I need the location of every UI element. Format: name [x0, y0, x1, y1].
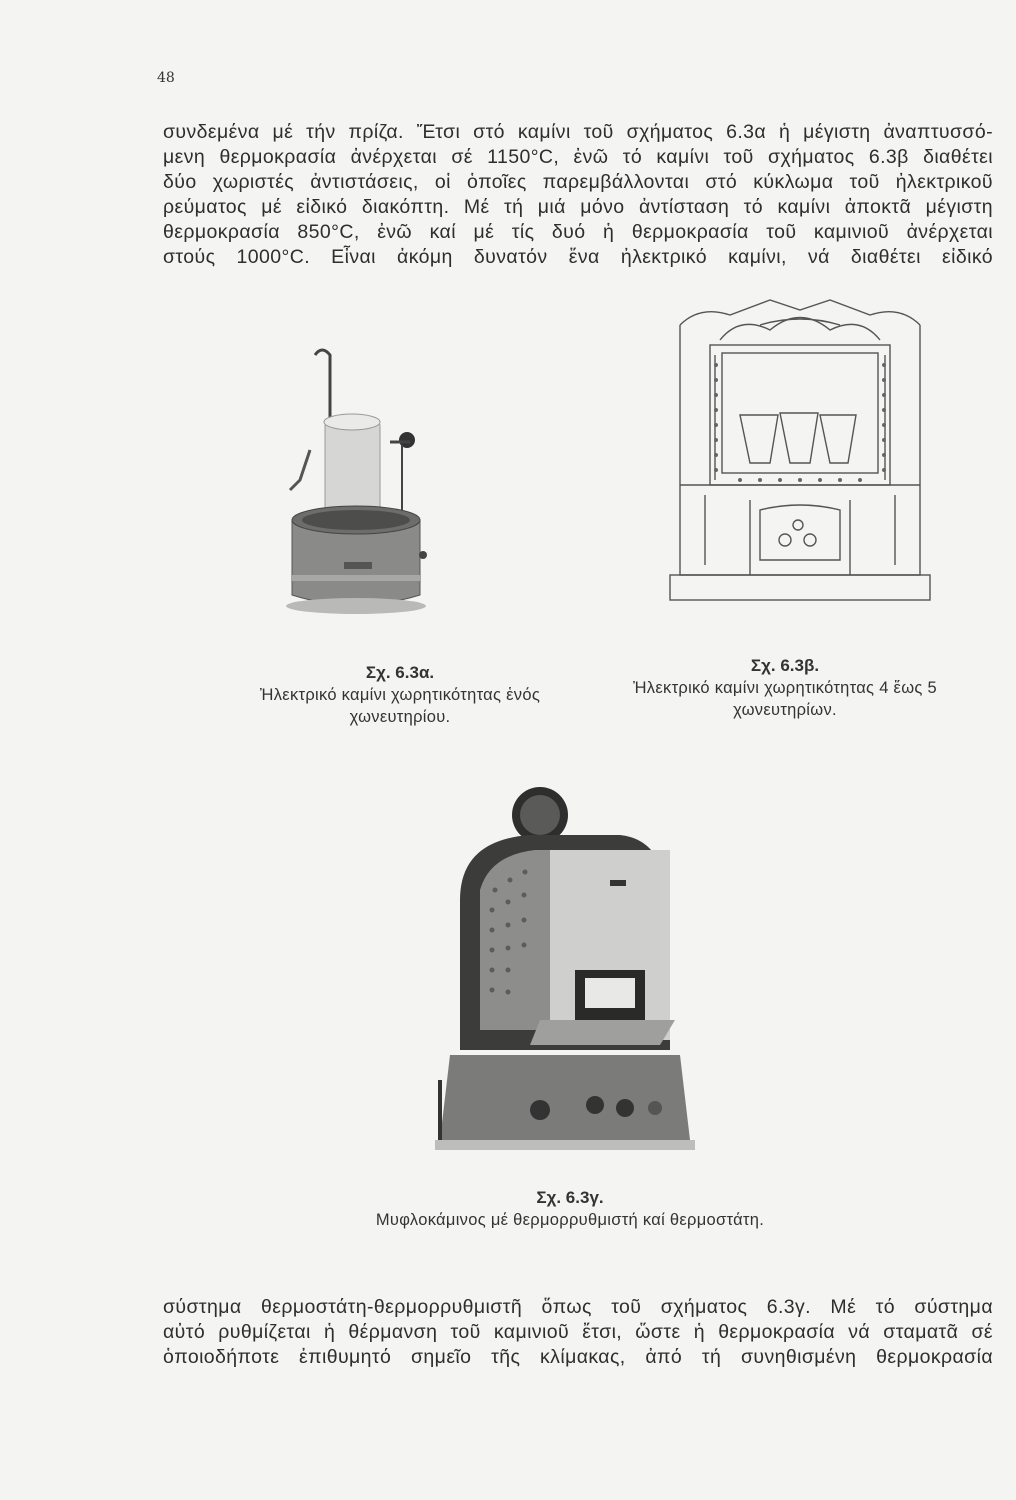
caption-line: χωνευτηρίου.	[349, 708, 451, 726]
paragraph-line: στούς 1000°C. Εἶναι ἀκόμη δυνατόν ἕνα ἠλεκτρικό καμίνι, νά διαθέτει εἰδικό	[163, 246, 993, 268]
paragraph-line: ρεύματος μέ εἰδικό διακόπτη. Μέ τή μιά μόνο ἀντίσταση τό καμίνι ἀποκτᾶ μέγιστη	[163, 196, 993, 218]
paragraph-line: μενη θερμοκρασία ἀνέρχεται σέ 1150°C, ἐνῶ τό καμίνι τοῦ σχήματος 6.3β διαθέτει	[163, 146, 993, 168]
paragraph-line: συνδεμένα μέ τήν πρίζα. Ἔτσι στό καμίνι τοῦ σχήματος 6.3α ἡ μέγιστη ἀναπτυσσό-	[163, 121, 993, 143]
paragraph-line: δύο χωριστές ἀντιστάσεις, οἱ ὁποῖες παρεμβάλλονται στό κύκλωμα τοῦ ἠλεκτρικοῦ	[163, 171, 993, 193]
caption-line: Ἠλεκτρικό καμίνι χωρητικότητας 4 ἕως 5	[632, 679, 938, 697]
caption-line: Ἠλεκτρικό καμίνι χωρητικότητας ἑνός	[259, 686, 541, 704]
figure-number: Σχ. 6.3α.	[365, 663, 435, 682]
figure-number: Σχ. 6.3β.	[750, 656, 820, 675]
figure-6-3b-caption	[615, 655, 955, 721]
figure-6-3c-muffle-furnace-photo	[420, 780, 700, 1160]
paragraph-line: αὐτό ρυθμίζεται ἡ θέρμανση τοῦ καμινιοῦ ἔτσι, ὥστε ἡ θερμοκρασία νά σταματᾶ σέ	[163, 1321, 993, 1343]
paragraph-line: θερμοκρασία 850°C, ἐνῶ καί μέ τίς δυό ἡ θερμοκρασία τοῦ καμινιοῦ ἀνέρχεται	[163, 221, 993, 243]
page-number: 48	[157, 70, 175, 86]
paragraph-line: ὁποιοδήποτε ἐπιθυμητό σημεῖο τῆς κλίμακας, ἀπό τή συνηθισμένη θερμοκρασία	[163, 1346, 993, 1368]
caption-line: χωνευτηρίων.	[733, 701, 837, 719]
figure-6-3c-caption	[300, 1187, 840, 1231]
figure-number: Σχ. 6.3γ.	[536, 1188, 604, 1207]
figure-6-3a-caption	[250, 662, 550, 728]
paragraph-bottom	[163, 1295, 993, 1370]
caption-line: Μυφλοκάμινος μέ θερμορρυθμιστή καί θερμοστάτη.	[375, 1211, 765, 1229]
figure-6-3a-furnace-photo	[270, 330, 440, 630]
paragraph-line: σύστημα θερμοστάτη-θερμορρυθμιστῆ ὅπως τοῦ σχήματος 6.3γ. Μέ τό σύστημα	[163, 1296, 993, 1318]
paragraph-top	[163, 120, 993, 270]
figure-6-3b-cross-section-drawing	[660, 285, 940, 640]
